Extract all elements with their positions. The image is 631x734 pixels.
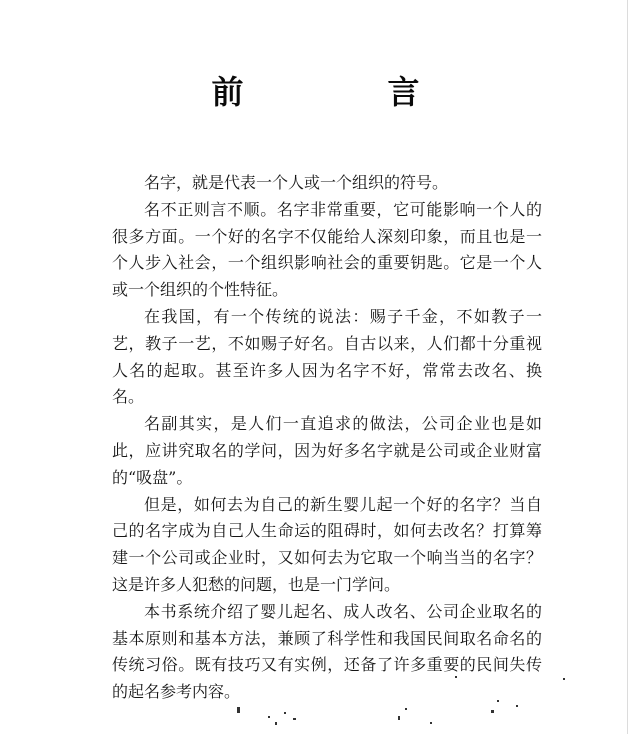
scan-speck	[497, 700, 499, 702]
scan-speck	[455, 676, 457, 678]
paragraph: 但是，如何去为自己的新生婴儿起一个好的名字？当自己的名字成为自己人生命运的阻碍时，如何去改名？打算筹建一个公司或企业时，又如何去为它取一个响当当的名字？这是许多人犯愁的问题，也是一门学问。	[112, 494, 542, 594]
scan-speck	[275, 722, 277, 725]
scan-speck	[491, 710, 494, 713]
scan-speck	[398, 716, 400, 720]
paragraph: 名副其实，是人们一直追求的做法，公司企业也是如此，应讲究取名的学问，因为好多名字就是公司或企业财富的“吸盘”。	[112, 414, 542, 487]
scan-speck	[516, 705, 518, 707]
scan-speck	[430, 722, 432, 724]
paragraph: 在我国，有一个传统的说法：赐子千金，不如教子一艺，教子一艺，不如赐子好名。自古以来，人们都十分重视人名的起取。甚至许多人因为名字不好，常常去改名、换名。	[112, 306, 542, 407]
page-title: 前 言	[211, 73, 476, 111]
paragraph: 名不正则言不顺。名字非常重要，它可能影响一个人的很多方面。一个好的名字不仅能给人深刻印象，而且也是一个人步入社会，一个组织影响社会的重要钥匙。它是一个人或一个组织的个性特征。	[112, 199, 542, 300]
scan-speck	[405, 708, 407, 710]
scan-speck	[293, 718, 296, 720]
paragraph: 本书系统介绍了婴儿起名、成人改名、公司企业取名的基本原则和基本方法，兼顾了科学性和我国民间取名命名的传统习俗。既有技巧又有实例，还备了许多重要的民间失传的起名参考内容。	[112, 601, 542, 702]
scan-speck	[237, 707, 240, 713]
scan-speck	[268, 716, 270, 718]
paragraph: 名字，就是代表一个人或一个组织的符号。	[144, 173, 449, 192]
scan-speck	[563, 678, 565, 680]
scan-speck	[284, 712, 286, 714]
